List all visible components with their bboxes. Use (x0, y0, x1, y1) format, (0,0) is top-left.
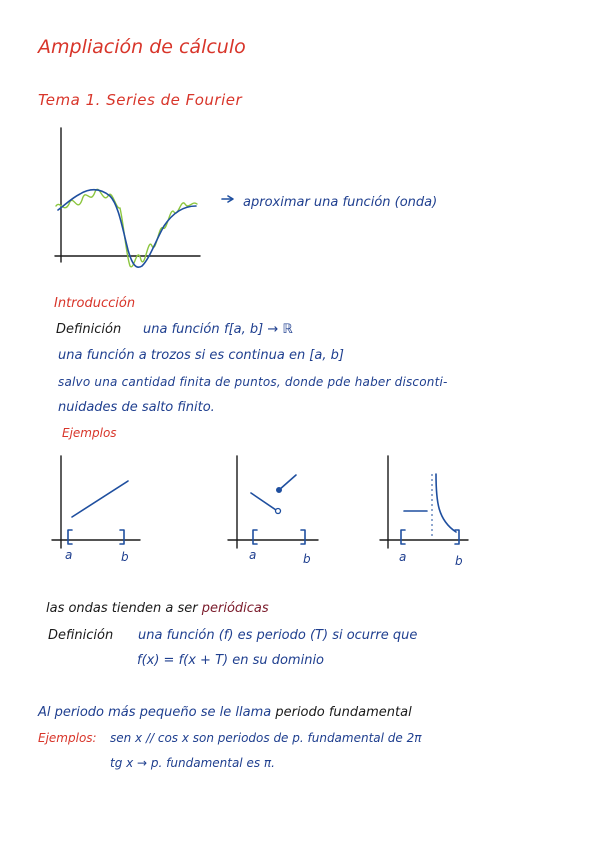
intro-line-4: nuidades de salto finito. (58, 400, 215, 415)
topic-heading: Tema 1. Series de Fourier (38, 91, 243, 109)
periodic-definition-label: Definición (48, 628, 114, 643)
intro-line-2: una función a trozos si es continua en [a, b] (58, 348, 344, 363)
definition-label: Definición (56, 322, 122, 337)
periodic-intro-prefix: las ondas tienden a ser (46, 601, 198, 616)
graph-jump (228, 456, 318, 566)
graph1-a-label: a (65, 548, 73, 562)
fundamental-example-1: sen x // cos x son periodos de p. fundamental de 2π (110, 731, 422, 745)
fundamental-prefix: Al periodo más pequeño se le llama (38, 705, 272, 720)
periodic-intro (46, 601, 269, 616)
graph2-b-label: b (303, 552, 311, 566)
graph3-b-label: b (455, 554, 463, 568)
wave-green-approx (56, 189, 197, 267)
fundamental-intro (38, 705, 412, 720)
wave-note: aproximar una función (onda) (243, 195, 438, 210)
page-title: Ampliación de cálculo (38, 36, 246, 58)
fundamental-examples-label: Ejemplos: (38, 731, 97, 745)
definition-text: una función (143, 322, 220, 337)
periodic-word: periódicas (201, 601, 269, 616)
periodic-formula: f(x) = f(x + T) en su dominio (137, 653, 325, 668)
fundamental-example-2: tg x → p. fundamental es π. (110, 756, 275, 770)
definition-math: f[a, b] → ℝ (224, 322, 293, 337)
example-graphs (0, 440, 601, 580)
graph3-a-label: a (399, 550, 407, 564)
graph-continuous (52, 456, 140, 564)
graph1-b-label: b (121, 550, 129, 564)
examples-heading: Ejemplos (62, 426, 117, 440)
intro-heading: Introducción (54, 296, 136, 311)
graph2-a-label: a (249, 548, 257, 562)
periodic-definition-text: una función (f) es periodo (T) si ocurre que (138, 628, 418, 643)
graph-asymptote (380, 456, 468, 568)
intro-line-3: salvo una cantidad finita de puntos, donde pde haber disconti- (58, 375, 448, 389)
fourier-wave-sketch (0, 0, 601, 300)
fundamental-term: periodo fundamental (275, 705, 412, 720)
